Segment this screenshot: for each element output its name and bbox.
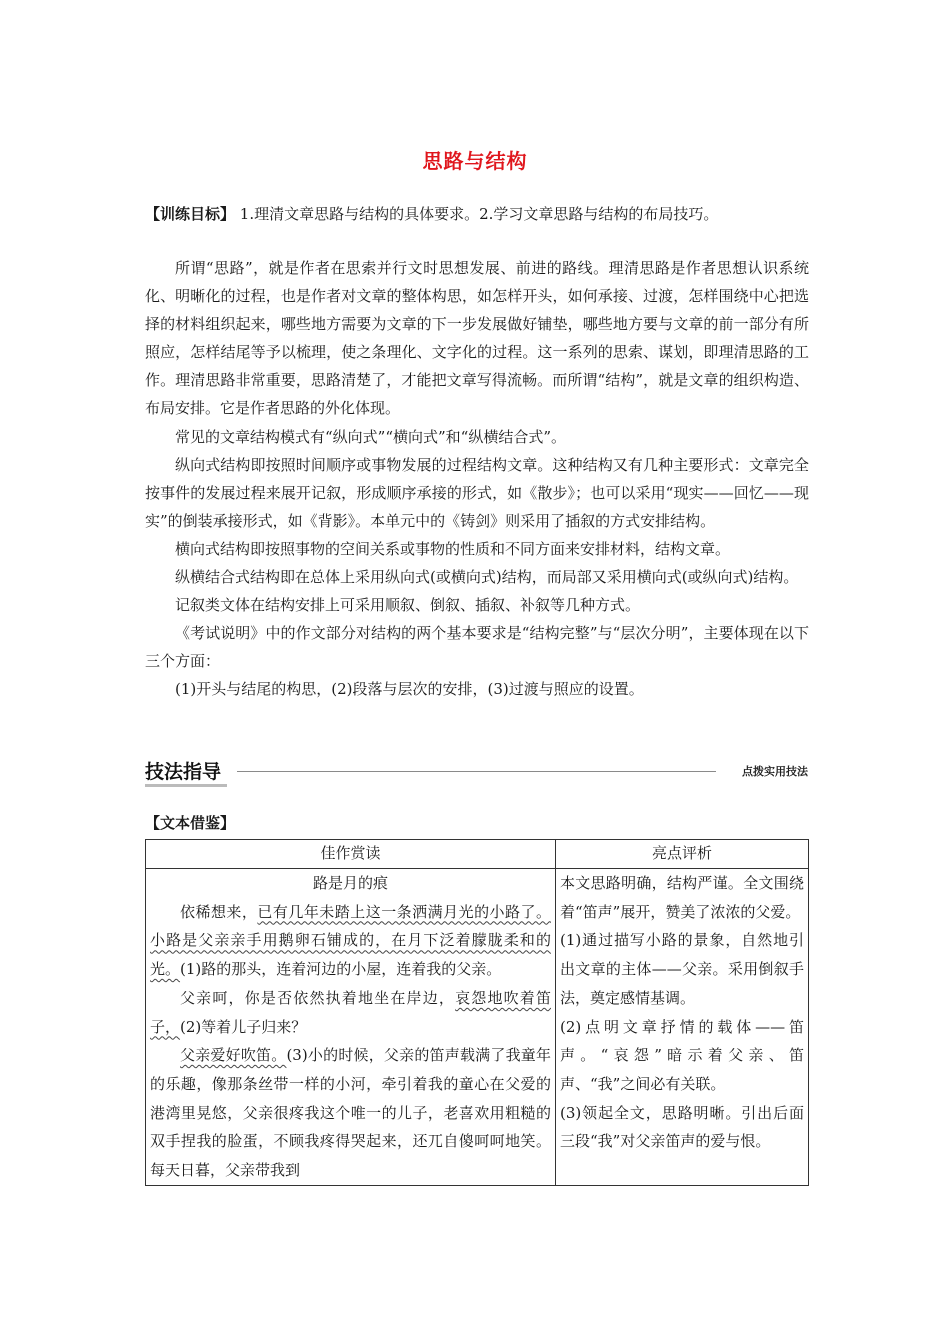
comment-item: 本文思路明确，结构严谨。全文围绕着“笛声”展开，赞美了浓浓的父爱。 [560, 874, 804, 921]
paragraph: (1)开头与结尾的构思，(2)段落与层次的安排，(3)过渡与照应的设置。 [175, 680, 644, 699]
goals-text: 1.理清文章思路与结构的具体要求。2.学习文章思路与结构的布局技巧。 [239, 205, 719, 223]
table-row [146, 869, 809, 1186]
section-hint: 点拨实用技法 [742, 765, 808, 778]
column-header-essay: 佳作赏读 [146, 840, 556, 869]
essay-cell [146, 869, 556, 1186]
goals-tag: 【训练目标】 [145, 205, 236, 223]
paragraph: 记叙类文体在结构安排上可采用顺叙、倒叙、插叙、补叙等几种方式。 [175, 596, 641, 615]
training-goals [145, 203, 815, 224]
essay-paragraph: 依稀想来，已有几年未踏上这一条洒满月光的小路了。小路是父亲亲手用鹅卵石铺成的，在月下泛着朦胧柔和的光。(1)路的那头，连着河边的小屋，连着我的父亲。 [150, 902, 551, 979]
paragraph: 常见的文章结构模式有“纵向式”“横向式”和“纵横结合式”。 [175, 427, 567, 446]
essay-title: 路是月的痕 [312, 874, 388, 892]
reference-label: 【文本借鉴】 [145, 814, 236, 832]
essay-paragraph: 父亲爱好吹笛。(3)小的时候，父亲的笛声载满了我童年的乐趣，像那条丝带一样的小河，牵引着我的童心在父爱的港湾里晃悠，父亲很疼我这个唯一的儿子，老喜欢用粗糙的双手捏我的脸蛋，不顾我疼得哭起来，还兀自傻呵呵地笑。每天日暮，父亲带我到 [150, 1046, 551, 1180]
paragraph: 横向式结构即按照事物的空间关系或事物的性质和不同方面来安排材料，结构文章。 [175, 539, 731, 558]
wavy-underlined-text: 父亲爱好吹笛。 [180, 1046, 287, 1065]
section-header [145, 757, 808, 787]
paragraph: 所谓“思路”，就是作者在思索并行文时思想发展、前进的路线。理清思路是作者思想认识系统化、明晰化的过程，也是作者对文章的整体构思，如怎样开头，如何承接、过渡，怎样围绕中心把选择的材料组织起来，哪些地方需要为文章的下一步发展做好铺垫，哪些地方要与文章的前一部分有所照应，怎样结尾等予以梳理，使之条理化、文字化的过程。这一系列的思索、谋划，即理清思路的工作。理清思路非常重要，思路清楚了，才能把文章写得流畅。而所谓“结构”，就是文章的组织构造、布局安排。它是作者思路的外化体现。 [145, 259, 809, 418]
section-label: 技法指导 [145, 761, 222, 783]
paragraph: 纵向式结构即按照时间顺序或事物发展的过程结构文章。这种结构又有几种主要形式：文章完全按事件的发展过程来展开记叙，形成顺序承接的形式，如《散步》；也可以采用“现实——回忆——现实”的倒装承接形式，如《背影》。本单元中的《铸剑》则采用了插叙的方式安排结构。 [145, 455, 809, 530]
section-divider [237, 771, 716, 772]
section-label-underline [145, 784, 227, 787]
reference-table [145, 839, 809, 1186]
essay-paragraph: 父亲呵，你是否依然执着地坐在岸边，哀怨地吹着笛子，(2)等着儿子归来？ [150, 988, 551, 1036]
table-header-row [146, 840, 809, 869]
wavy-underlined-text: 哀怨地吹着笛子， [150, 988, 551, 1036]
paragraph: 《考试说明》中的作文部分对结构的两个基本要求是“结构完整”与“层次分明”，主要体现在以下三个方面： [145, 624, 809, 671]
comment-item: (1)通过描写小路的景象，自然地引出文章的主体——父亲。采用倒叙手法，奠定感情基调。 [560, 931, 804, 1007]
comment-item: (3)领起全文，思路明晰。引出后面三段“我”对父亲笛声的爱与恨。 [560, 1103, 804, 1151]
wavy-underlined-text: 已有几年未踏上这一条洒满月光的小路了。小路是父亲亲手用鹅卵石铺成的，在月下泛着朦胧柔和的光。 [150, 902, 551, 979]
comment-item: (2)点明文章抒情的载体——笛声。“哀怨”暗示着父亲、笛声、“我”之间必有关联。 [560, 1017, 804, 1093]
column-header-comments: 亮点评析 [556, 840, 809, 869]
comments-cell [556, 869, 809, 1186]
page-title: 思路与结构 [422, 149, 528, 173]
paragraph: 纵横结合式结构即在总体上采用纵向式(或横向式)结构，而局部又采用横向式(或纵向式)结构。 [175, 568, 799, 587]
intro-body [145, 254, 809, 704]
